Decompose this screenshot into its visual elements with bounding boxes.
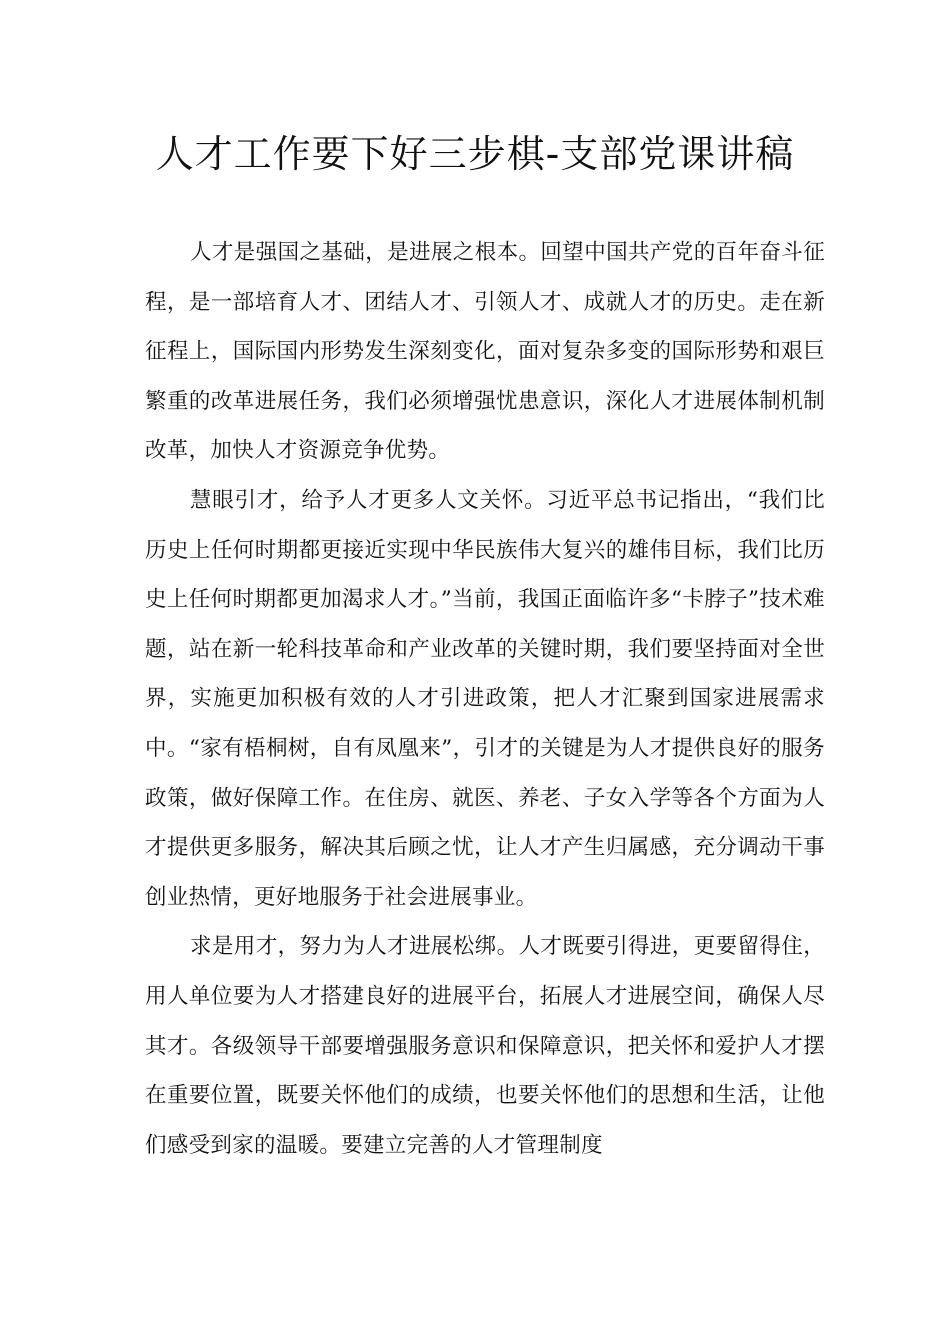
paragraph-3: 求是用才，努力为人才进展松绑。人才既要引得进，更要留得住，用人单位要为人才搭建良好的进展平台，拓展人才进展空间，确保人尽其才。各级领导干部要增强服务意识和保障意识，把关怀和爱护人才摆在重要位置，既要关怀他们的成绩，也要关怀他们的思想和生活，让他们感受到家的温暖。要建立完善的人才管理制度 xyxy=(145,934,825,1158)
document-title: 人才工作要下好三步棋-支部党课讲稿 xyxy=(155,132,795,176)
paragraph-1: 人才是强国之基础，是进展之根本。回望中国共产党的百年奋斗征程，是一部培育人才、团结人才、引领人才、成就人才的历史。走在新征程上，国际国内形势发生深刻变化，面对复杂多变的国际形势和艰巨繁重的改革进展任务，我们必须增强忧患意识，深化人才进展体制机制改革，加快人才资源竞争优势。 xyxy=(145,240,825,464)
document-body xyxy=(145,228,825,1170)
paragraph-2: 慧眼引才，给予人才更多人文关怀。习近平总书记指出，“我们比历史上任何时期都更接近实现中华民族伟大复兴的雄伟目标，我们比历史上任何时期都更加渴求人才。”当前，我国正面临许多“卡脖子”技术难题，站在新一轮科技革命和产业改革的关键时期，我们要坚持面对全世界，实施更加积极有效的人才引进政策，把人才汇聚到国家进展需求中。“家有梧桐树，自有凤凰来”，引才的关键是为人才提供良好的服务政策，做好保障工作。在住房、就医、养老、子女入学等各个方面为人才提供更多服务，解决其后顾之忧，让人才产生归属感，充分调动干事创业热情，更好地服务于社会进展事业。 xyxy=(145,487,825,910)
